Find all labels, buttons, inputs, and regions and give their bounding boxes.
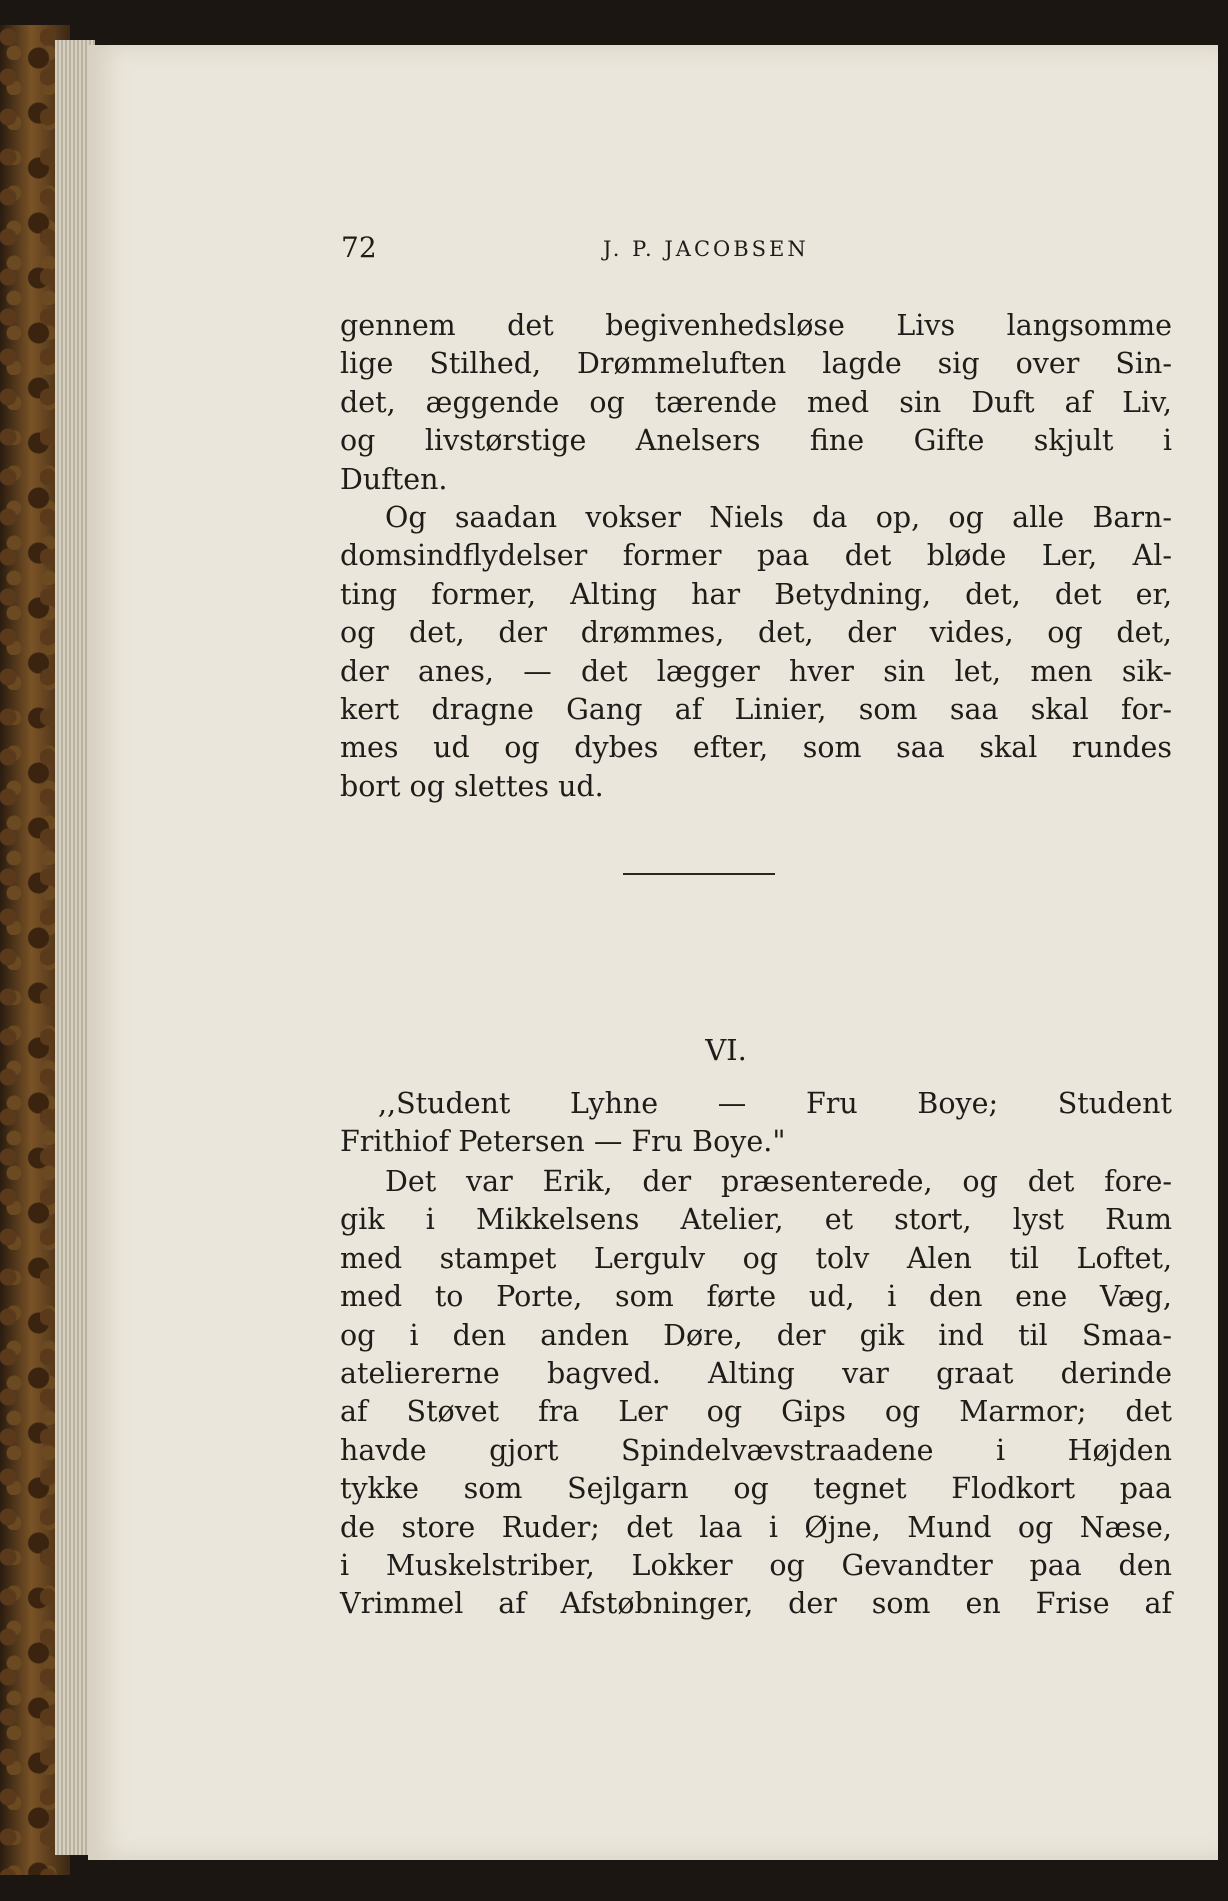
text-line: gennem det begivenhedsløse Livs langsomme [340, 309, 1172, 342]
text-line: ting former, Alting har Betydning, det, det er, [340, 577, 1172, 611]
text-line: Vrimmel af Afstøbninger, der som en Frise af [340, 1587, 1172, 1621]
text-line: havde gjort Spindelvævstraadene i Højden [340, 1433, 1172, 1467]
text-line: tykke som Sejlgarn og tegnet Flodkort paa [340, 1472, 1172, 1506]
book-page [88, 45, 1218, 1860]
text-line: kert dragne Gang af Linier, som saa skal for- [340, 693, 1172, 727]
text-line: bort og slettes ud. [340, 769, 604, 803]
text-line: mes ud og dybes efter, som saa skal rundes [340, 731, 1172, 765]
text-line: Duften. [340, 462, 448, 496]
text-line: ateliererne bagved. Alting var graat derinde [340, 1357, 1172, 1391]
text-line: og det, der drømmes, det, der vides, og det, [340, 616, 1172, 650]
paragraph-4 [340, 1163, 1172, 1624]
text-line: de store Ruder; det laa i Øjne, Mund og Næse, [340, 1510, 1172, 1544]
text-line: der anes, — det lægger hver sin let, men sik- [340, 654, 1172, 688]
text-line: gik i Mikkelsens Atelier, et stort, lyst Rum [340, 1203, 1172, 1237]
paragraph-1 [340, 307, 1172, 499]
text-line: det, æggende og tærende med sin Duft af Liv, [340, 385, 1172, 419]
text-line: med to Porte, som førte ud, i den ene Væg, [340, 1280, 1172, 1314]
text-line: og livstørstige Anelsers fine Gifte skjult i [340, 424, 1172, 458]
text-line: ,,Student Lyhne — Fru Boye; Student [378, 1087, 1172, 1120]
text-line: med stampet Lergulv og tolv Alen til Loftet, [340, 1241, 1172, 1275]
text-line: og i den anden Døre, der gik ind til Smaa- [340, 1318, 1172, 1352]
page-number: 72 [341, 231, 377, 264]
text-line: lige Stilhed, Drømmeluften lagde sig over Sin- [340, 347, 1172, 381]
running-title: J. P. JACOBSEN [603, 237, 809, 261]
text-line: Det var Erik, der præsenterede, og det fore- [385, 1165, 1172, 1198]
chapter-heading: VI. [705, 1033, 747, 1067]
paragraph-3 [340, 1085, 1172, 1162]
text-line: Frithiof Petersen — Fru Boye." [340, 1125, 786, 1159]
section-divider [623, 873, 775, 875]
text-line: Og saadan vokser Niels da op, og alle Barn- [385, 501, 1172, 534]
text-line: domsindflydelser former paa det bløde Ler, Al- [340, 539, 1172, 573]
text-line: af Støvet fra Ler og Gips og Marmor; det [340, 1395, 1172, 1429]
paragraph-2 [340, 499, 1172, 806]
text-line: i Muskelstriber, Lokker og Gevandter paa den [340, 1549, 1172, 1583]
